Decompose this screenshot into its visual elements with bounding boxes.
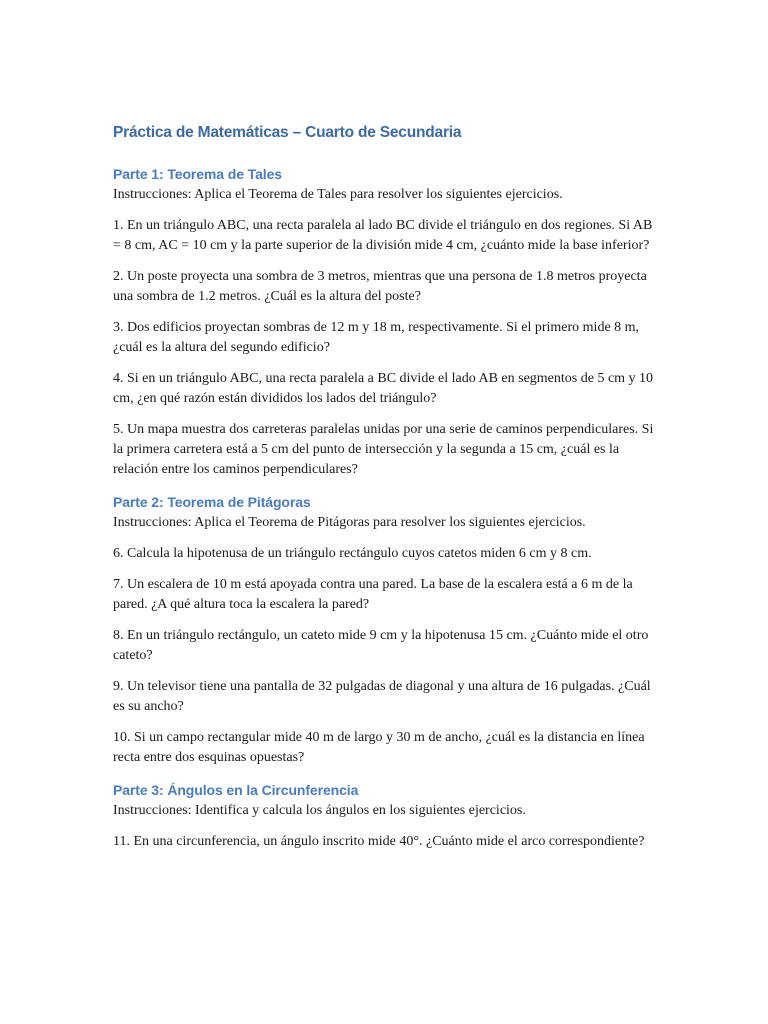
section-angulos	[113, 779, 658, 852]
exercise-item: 9. Un televisor tiene una pantalla de 32 pulgadas de diagonal y una altura de 16 pulgadas. ¿Cuál es su ancho?	[113, 679, 651, 714]
section-tales	[113, 163, 658, 480]
exercise-item: 1. En un triángulo ABC, una recta paralela al lado BC divide el triángulo en dos regiones. Si AB = 8 cm, AC = 10 cm y la parte superior de la división mide 4 cm, ¿cuánto mide la base inferior?	[113, 218, 653, 253]
document-body	[113, 122, 658, 863]
document-title: Práctica de Matemáticas – Cuarto de Secundaria	[113, 124, 462, 141]
exercise-item: 4. Si en un triángulo ABC, una recta paralela a BC divide el lado AB en segmentos de 5 cm y 10 cm, ¿en qué razón están divididos los lados del triángulo?	[113, 371, 654, 406]
exercise-item: 10. Si un campo rectangular mide 40 m de largo y 30 m de ancho, ¿cuál es la distancia en línea recta entre dos esquinas opuestas?	[113, 730, 645, 765]
section-heading: Parte 3: Ángulos en la Circunferencia	[113, 782, 359, 798]
section-instructions: Instrucciones: Identifica y calcula los ángulos en los siguientes ejercicios.	[113, 803, 526, 818]
exercise-item: 8. En un triángulo rectángulo, un cateto mide 9 cm y la hipotenusa 15 cm. ¿Cuánto mide el otro cateto?	[113, 628, 649, 663]
section-heading: Parte 1: Teorema de Tales	[113, 166, 282, 182]
section-pitagoras	[113, 491, 658, 768]
section-instructions: Instrucciones: Aplica el Teorema de Tales para resolver los siguientes ejercicios.	[113, 187, 563, 202]
section-instructions: Instrucciones: Aplica el Teorema de Pitágoras para resolver los siguientes ejercicios.	[113, 515, 586, 530]
exercise-item: 11. En una circunferencia, un ángulo inscrito mide 40°. ¿Cuánto mide el arco correspondiente?	[113, 834, 645, 849]
exercise-item: 6. Calcula la hipotenusa de un triángulo rectángulo cuyos catetos miden 6 cm y 8 cm.	[113, 546, 592, 561]
section-heading: Parte 2: Teorema de Pitágoras	[113, 494, 311, 510]
exercise-item: 7. Un escalera de 10 m está apoyada contra una pared. La base de la escalera está a 6 m de la pared. ¿A qué altura toca la escalera la pared?	[113, 577, 633, 612]
exercise-item: 5. Un mapa muestra dos carreteras paralelas unidas por una serie de caminos perpendiculares. Si la primera carretera está a 5 cm del punto de intersección y la segunda a 15 cm, ¿cuál es la relación entre los caminos perpendiculares?	[113, 422, 654, 477]
exercise-item: 2. Un poste proyecta una sombra de 3 metros, mientras que una persona de 1.8 metros proyecta una sombra de 1.2 metros. ¿Cuál es la altura del poste?	[113, 269, 647, 304]
exercise-item: 3. Dos edificios proyectan sombras de 12 m y 18 m, respectivamente. Si el primero mide 8 m, ¿cuál es la altura del segundo edificio?	[113, 320, 640, 355]
